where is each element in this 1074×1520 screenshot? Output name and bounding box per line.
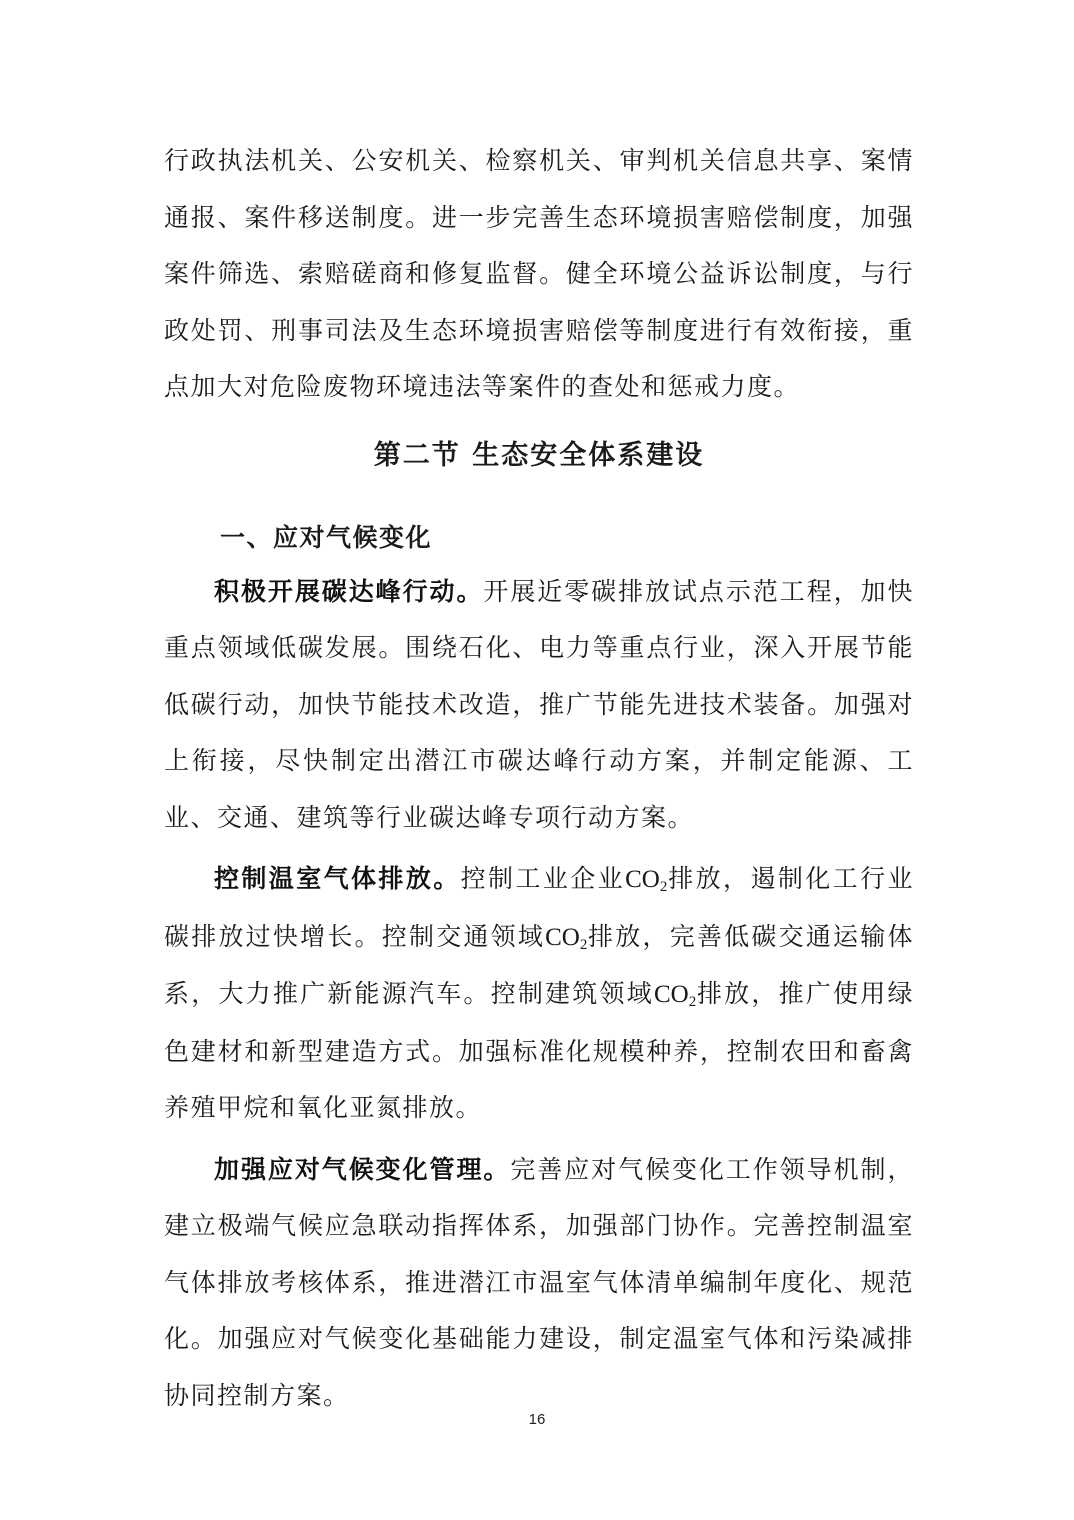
co2-subscript: 2 — [688, 994, 697, 1010]
co2-subscript: 2 — [579, 936, 588, 953]
co2-formula — [654, 981, 696, 1008]
co2-subscript: 2 — [659, 879, 668, 895]
paragraph-lead-greenhouse: 控制温室气体排放。 — [214, 864, 461, 893]
co2-base: CO — [545, 923, 580, 951]
subsection-title: 一、应对气候变化 — [220, 522, 433, 552]
text-segment: 排放，推广使用绿色建材和新型建造方式。加强标准化规模种养，控制农田和畜禽养殖甲烷和氧化亚氮排放。 — [164, 979, 914, 1122]
paragraph-lead-climate-management: 加强应对气候变化管理。 — [214, 1154, 511, 1184]
paragraph-continuation: 行政执法机关、公安机关、检察机关、审判机关信息共享、案情通报、案件移送制度。进一步完善生态环境损害赔偿制度，加强案件筛选、索赔磋商和修复监督。健全环境公益诉讼制度，与行政处罚、刑事司法及生态环境损害赔偿等制度进行有效衔接，重点加大对危险废物环境违法等案件的查处和惩戒力度。 — [164, 146, 914, 401]
text-segment: 排放，遏制化工行业碳排放过快增长。控制交通领域 — [164, 864, 914, 951]
paragraph-greenhouse-emissions — [164, 851, 914, 1137]
text-segment: 控制工业企业 — [460, 864, 626, 893]
section-title: 第二节 生态安全体系建设 — [373, 439, 705, 471]
paragraph-climate-management — [164, 1142, 914, 1425]
paragraph-carbon-peak — [164, 564, 914, 847]
paragraph-lead-carbon-peak: 积极开展碳达峰行动。 — [214, 576, 484, 606]
page-number: 16 — [528, 1411, 546, 1428]
paragraph-body-climate-management: 完善应对气候变化工作领导机制，建立极端气候应急联动指挥体系，加强部门协作。完善控制温室气体排放考核体系，推进潜江市温室气体清单编制年度化、规范化。加强应对气候变化基础能力建设，制定温室气体和污染减排协同控制方案。 — [164, 1154, 914, 1410]
co2-formula — [545, 924, 587, 951]
co2-base: CO — [625, 866, 660, 893]
co2-formula — [625, 866, 667, 893]
co2-base: CO — [653, 981, 689, 1008]
text-segment: 排放，完善低碳交通运输体系，大力推广新能源汽车。控制建筑领域 — [164, 921, 914, 1008]
paragraph-body-carbon-peak: 开展近零碳排放试点示范工程，加快重点领域低碳发展。围绕石化、电力等重点行业，深入开展节能低碳行动，加快节能技术改造，推广节能先进技术装备。加强对上衔接，尽快制定出潜江市碳达峰行动方案，并制定能源、工业、交通、建筑等行业碳达峰专项行动方案。 — [164, 576, 914, 832]
